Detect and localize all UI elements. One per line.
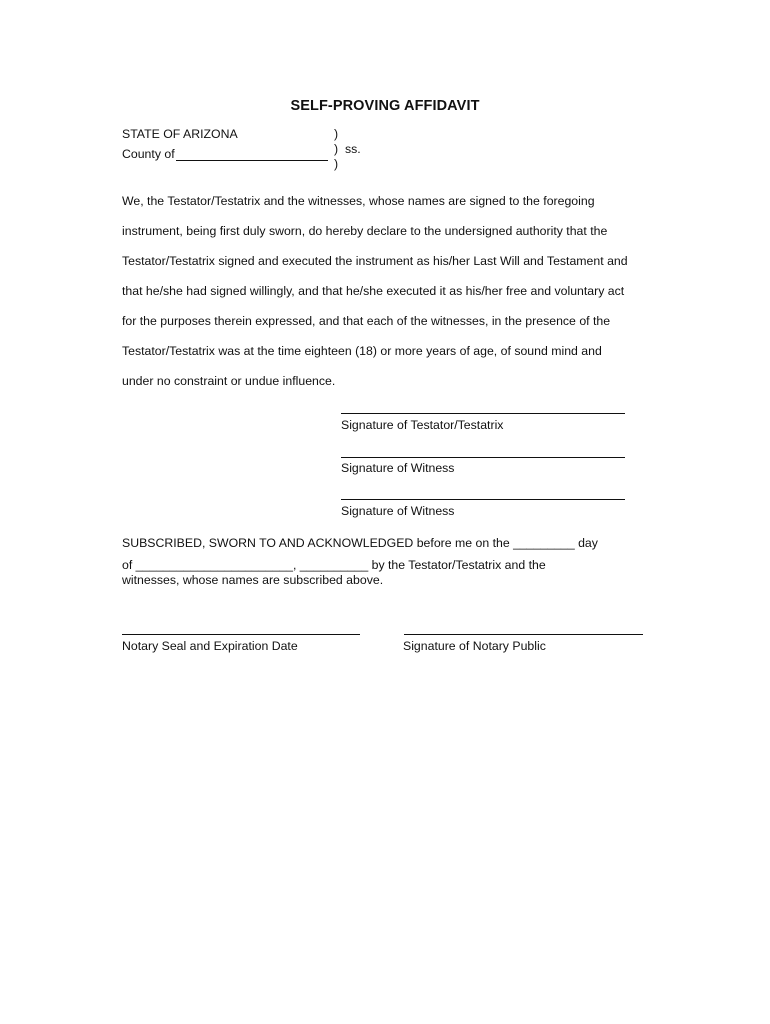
witness2-signature-line[interactable] [341, 499, 625, 500]
body-line-2: instrument, being first duly sworn, do hereby declare to the undersigned authority that the [122, 224, 608, 238]
notary-seal-line[interactable] [122, 634, 360, 635]
county-blank-line[interactable] [176, 160, 328, 161]
venue-paren-bottom: ) [334, 157, 339, 171]
body-line-1: We, the Testator/Testatrix and the witnesses, whose names are signed to the foregoing [122, 194, 595, 208]
document-title: SELF-PROVING AFFIDAVIT [290, 98, 480, 114]
ss-label: ss. [345, 142, 361, 156]
venue-paren-middle: ) [334, 142, 339, 156]
body-line-7: under no constraint or undue influence. [122, 374, 336, 388]
witness1-signature-line[interactable] [341, 457, 625, 458]
notary-line-2: of _______________________, __________ by the Testator/Testatrix and the [122, 558, 546, 572]
testator-signature-line[interactable] [341, 413, 625, 414]
witness2-signature-label: Signature of Witness [341, 504, 455, 518]
body-line-5: for the purposes therein expressed, and that each of the witnesses, in the presence of the [122, 314, 611, 328]
body-line-6: Testator/Testatrix was at the time eighteen (18) or more years of age, of sound mind and [122, 344, 602, 358]
notary-signature-line[interactable] [404, 634, 643, 635]
state-label: STATE OF ARIZONA [122, 127, 238, 141]
venue-paren-top: ) [334, 127, 339, 141]
body-line-4: that he/she had signed willingly, and that he/she executed it as his/her free and voluntary act [122, 284, 625, 298]
notary-signature-label: Signature of Notary Public [403, 639, 546, 653]
witness1-signature-label: Signature of Witness [341, 461, 455, 475]
notary-line-3: witnesses, whose names are subscribed above. [122, 573, 384, 587]
testator-signature-label: Signature of Testator/Testatrix [341, 418, 504, 432]
notary-line-1: SUBSCRIBED, SWORN TO AND ACKNOWLEDGED before me on the _________ day [122, 536, 598, 550]
county-label: County of [122, 147, 175, 161]
notary-seal-label: Notary Seal and Expiration Date [122, 639, 298, 653]
body-line-3: Testator/Testatrix signed and executed the instrument as his/her Last Will and Testament and [122, 254, 628, 268]
